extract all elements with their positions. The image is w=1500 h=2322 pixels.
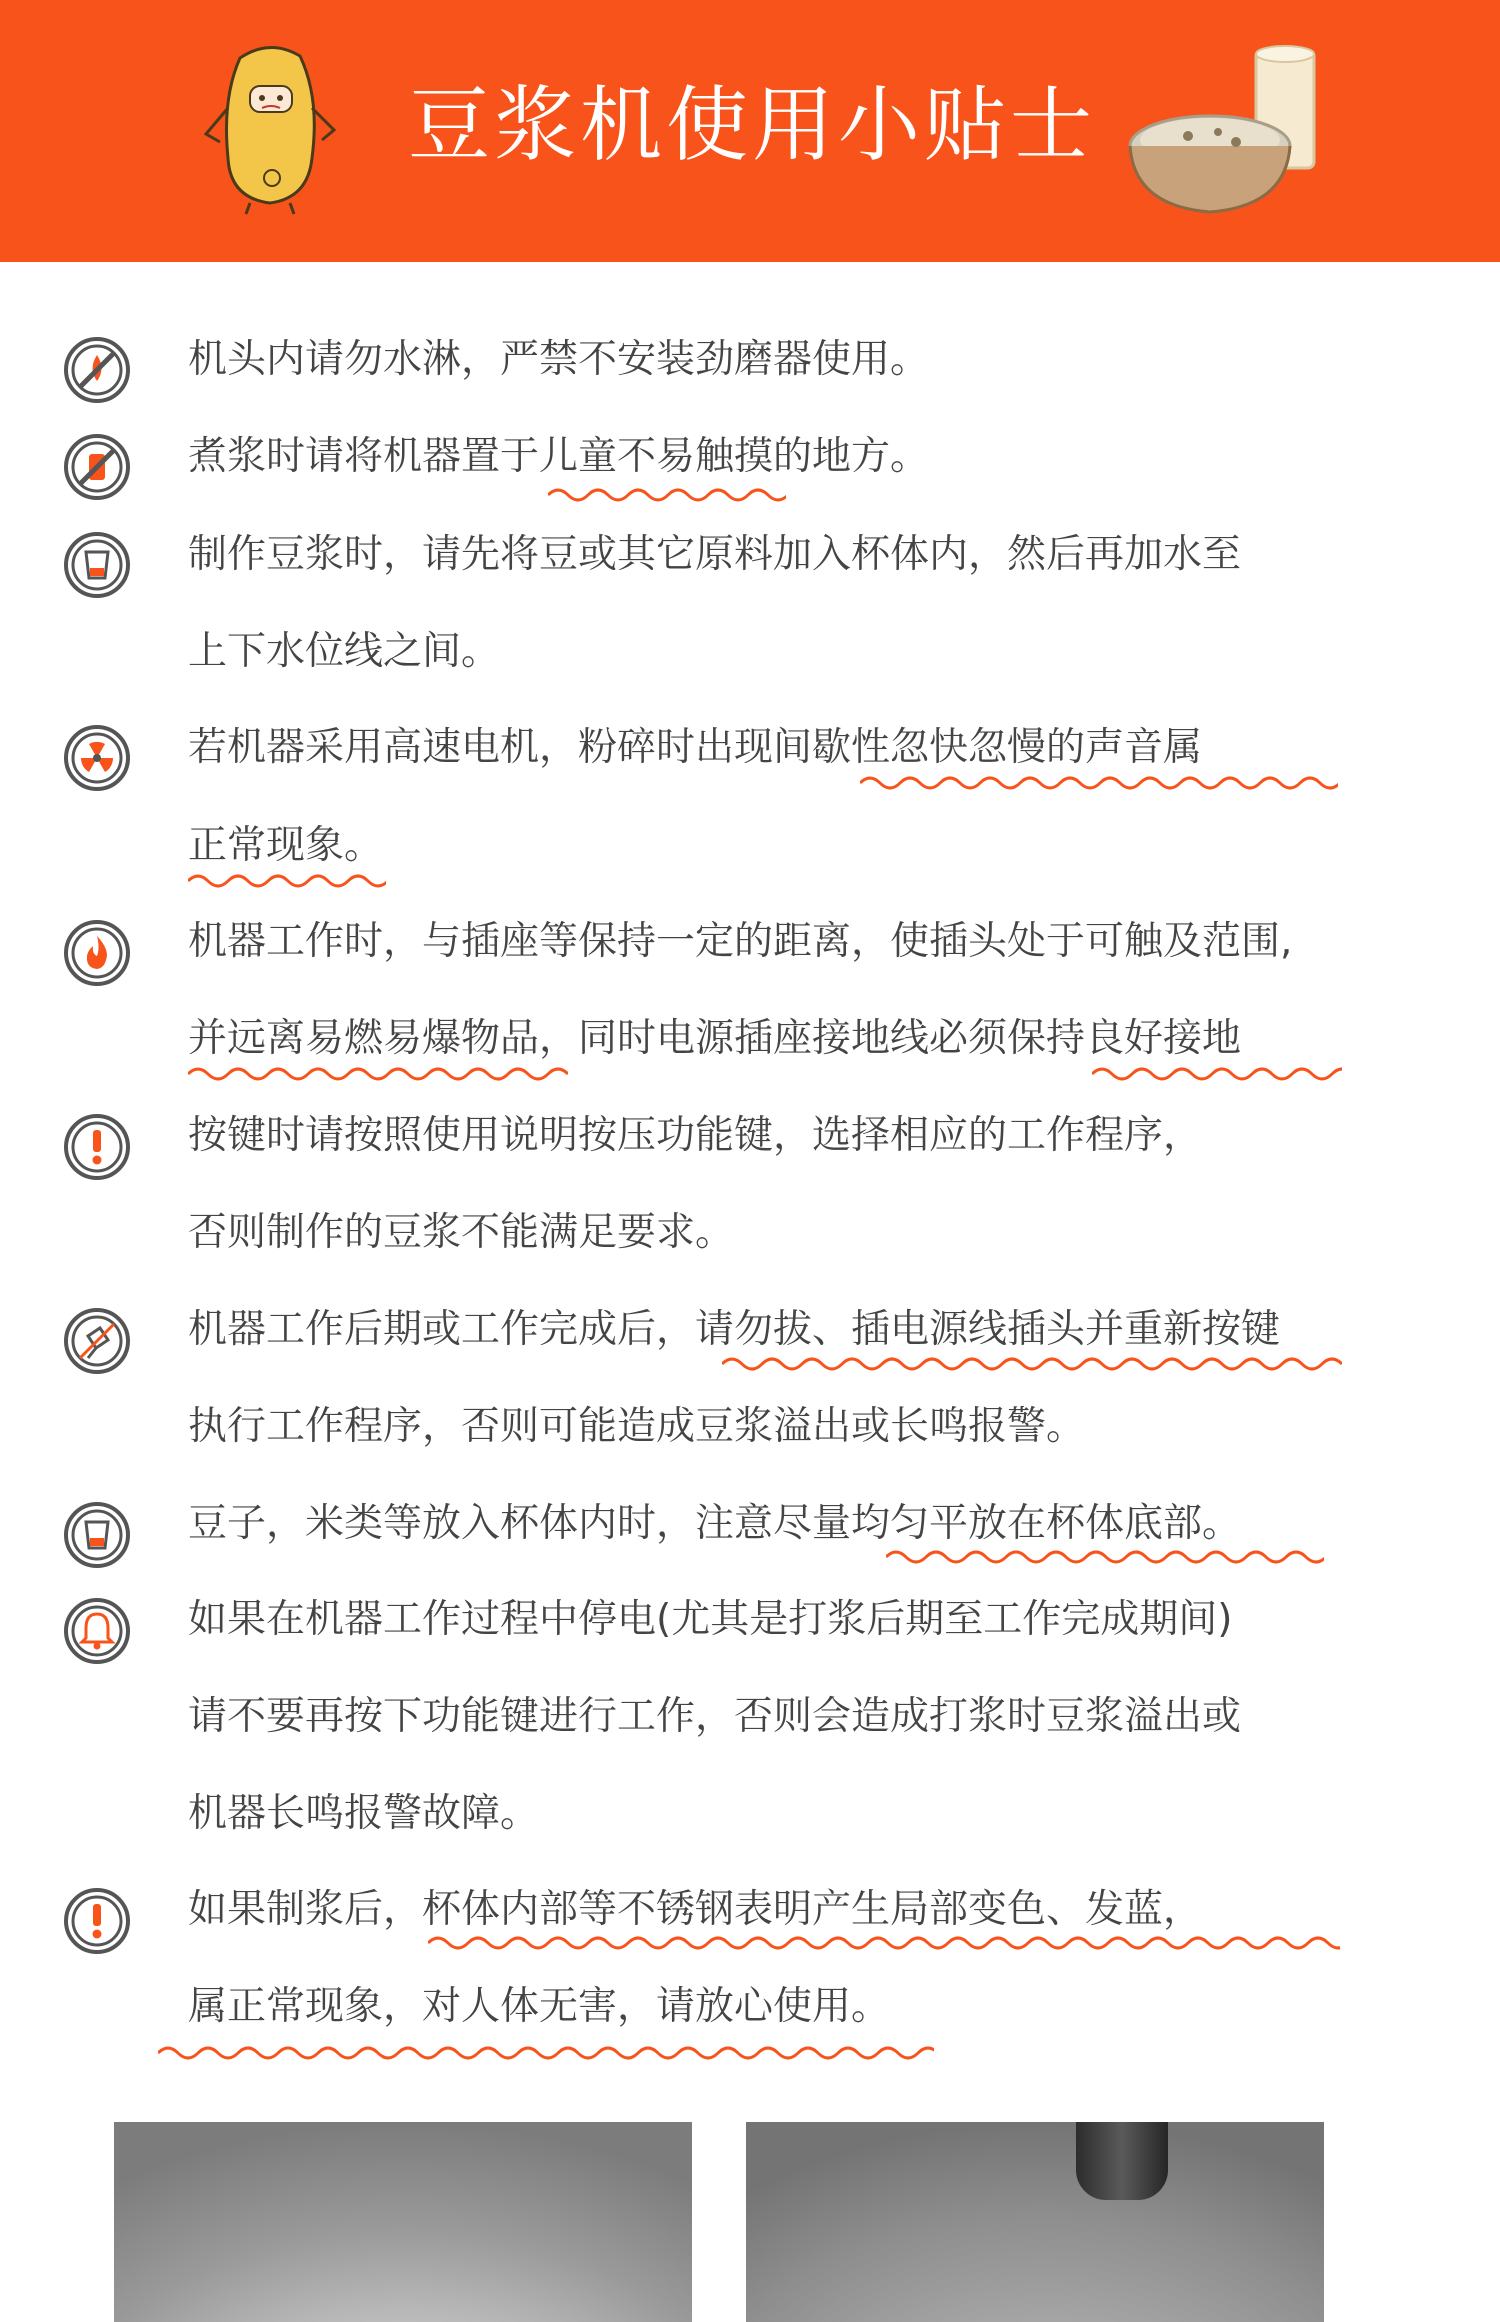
tip-9-line-1: 如果在机器工作过程中停电(尤其是打浆后期至工作完成期间) bbox=[188, 1597, 1233, 1642]
tip-10-line-1: 如果制浆后，杯体内部等不锈钢表明产生局部变色、发蓝， bbox=[188, 1887, 1203, 1932]
tip-5-line-2: 并远离易燃易爆物品，同时电源插座接地线必须保持良好接地 bbox=[188, 1016, 1242, 1061]
warning-icon bbox=[62, 1886, 132, 1956]
stainless-cup-photo-left bbox=[114, 2122, 692, 2322]
wavy-underline bbox=[860, 772, 1338, 794]
no-water-icon bbox=[62, 335, 132, 405]
tip-3-line-1: 制作豆浆时，请先将豆或其它原料加入杯体内，然后再加水至 bbox=[188, 532, 1242, 577]
cup-icon bbox=[62, 530, 132, 600]
alarm-bell-icon bbox=[62, 1596, 132, 1666]
wavy-underline bbox=[188, 870, 386, 892]
tip-7-line-1: 机器工作后期或工作完成后，请勿拔、插电源线插头并重新按键 bbox=[188, 1307, 1281, 1352]
tip-8-line-1: 豆子，米类等放入杯体内时，注意尽量均匀平放在杯体底部。 bbox=[188, 1501, 1242, 1546]
stainless-cup-photo-right bbox=[746, 2122, 1324, 2322]
warning-icon bbox=[62, 1112, 132, 1182]
wavy-underline bbox=[188, 1063, 568, 1085]
wavy-underline bbox=[548, 484, 786, 506]
tip-9-line-3: 机器长鸣报警故障。 bbox=[188, 1791, 540, 1836]
tip-3-line-2: 上下水位线之间。 bbox=[188, 629, 501, 674]
tip-4-line-1: 若机器采用高速电机，粉碎时出现间歇性忽快忽慢的声音属 bbox=[188, 725, 1203, 770]
wavy-underline bbox=[1092, 1063, 1342, 1085]
no-plug-icon bbox=[62, 1306, 132, 1376]
wavy-underline bbox=[722, 1353, 1342, 1375]
tip-9-line-2: 请不要再按下功能键进行工作，否则会造成打浆时豆浆溢出或 bbox=[188, 1694, 1242, 1739]
wavy-underline bbox=[886, 1546, 1324, 1568]
header-banner bbox=[0, 0, 1500, 262]
fire-icon bbox=[62, 918, 132, 988]
tip-4-line-2: 正常现象。 bbox=[188, 823, 384, 868]
tip-1-line-1: 机头内请勿水淋，严禁不安装劲磨器使用。 bbox=[188, 337, 930, 382]
tip-7-line-2: 执行工作程序，否则可能造成豆浆溢出或长鸣报警。 bbox=[188, 1404, 1086, 1449]
radiation-icon bbox=[62, 723, 132, 793]
tip-5-line-1: 机器工作时，与插座等保持一定的距离，使插头处于可触及范围, bbox=[188, 919, 1293, 964]
tip-2-line-1: 煮浆时请将机器置于儿童不易触摸的地方。 bbox=[188, 434, 930, 479]
page-title: 豆浆机使用小贴士 bbox=[408, 78, 1097, 173]
tip-6-line-1: 按键时请按照使用说明按压功能键，选择相应的工作程序， bbox=[188, 1113, 1203, 1158]
tip-6-line-2: 否则制作的豆浆不能满足要求。 bbox=[188, 1210, 735, 1255]
wavy-underline bbox=[158, 2042, 934, 2064]
heating-probe bbox=[1076, 2122, 1168, 2200]
tip-10-line-2: 属正常现象，对人体无害，请放心使用。 bbox=[188, 1984, 891, 2029]
wavy-underline bbox=[428, 1932, 1340, 1954]
cup-icon bbox=[62, 1500, 132, 1570]
no-touch-icon bbox=[62, 432, 132, 502]
soymilk-bowl-icon bbox=[1128, 36, 1328, 226]
bean-mascot-icon bbox=[200, 38, 340, 218]
